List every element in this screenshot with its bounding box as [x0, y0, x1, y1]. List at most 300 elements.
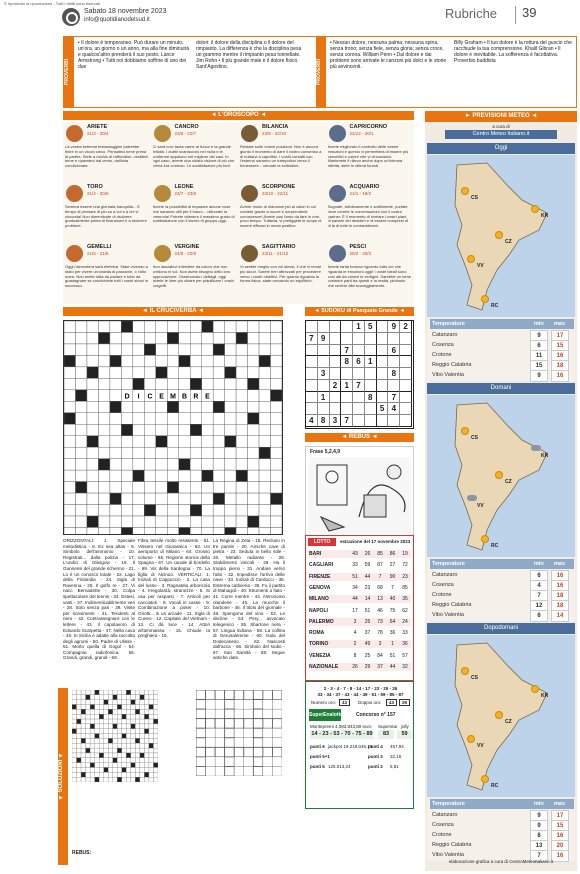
crossword-cell[interactable]: [248, 459, 259, 470]
crossword-cell[interactable]: [75, 436, 86, 447]
crossword-cell[interactable]: [259, 482, 270, 493]
crossword-cell[interactable]: [110, 482, 121, 493]
crossword-cell[interactable]: [121, 355, 132, 366]
crossword-cell[interactable]: [87, 355, 98, 366]
crossword-cell[interactable]: [98, 378, 109, 389]
crossword-cell[interactable]: [202, 367, 213, 378]
sudoku-cell[interactable]: [365, 415, 377, 427]
crossword-cell[interactable]: [236, 459, 247, 470]
crossword-cell[interactable]: [110, 459, 121, 470]
crossword-cell[interactable]: [64, 447, 75, 458]
crossword-cell[interactable]: [64, 527, 75, 535]
crossword-cell[interactable]: [248, 355, 259, 366]
sudoku-cell[interactable]: [400, 333, 412, 345]
sudoku-cell[interactable]: [330, 392, 342, 404]
sudoku-cell[interactable]: [318, 321, 330, 333]
crossword-cell[interactable]: [225, 424, 236, 435]
crossword-cell[interactable]: [87, 505, 98, 516]
crossword-cell[interactable]: [236, 401, 247, 412]
crossword-cell[interactable]: [156, 527, 167, 535]
sudoku-cell[interactable]: [306, 368, 318, 380]
crossword-cell[interactable]: [64, 378, 75, 389]
crossword-cell[interactable]: [179, 413, 190, 424]
crossword-cell[interactable]: [75, 424, 86, 435]
sudoku-cell[interactable]: [330, 321, 342, 333]
crossword-cell[interactable]: [156, 344, 167, 355]
crossword-cell[interactable]: [133, 321, 144, 332]
crossword-cell[interactable]: [110, 505, 121, 516]
crossword-cell[interactable]: [167, 355, 178, 366]
crossword-cell[interactable]: [110, 378, 121, 389]
crossword-cell[interactable]: [225, 493, 236, 504]
crossword-cell[interactable]: [144, 470, 155, 481]
crossword-cell[interactable]: [156, 459, 167, 470]
sudoku-cell[interactable]: [400, 368, 412, 380]
sudoku-cell[interactable]: [365, 333, 377, 345]
crossword-cell[interactable]: [236, 344, 247, 355]
crossword-cell[interactable]: [110, 436, 121, 447]
crossword-cell[interactable]: [271, 505, 282, 516]
sudoku-cell[interactable]: [341, 403, 353, 415]
crossword-cell[interactable]: [87, 344, 98, 355]
crossword-cell[interactable]: [98, 321, 109, 332]
crossword-cell[interactable]: [179, 367, 190, 378]
crossword-cell[interactable]: [98, 401, 109, 412]
crossword-cell[interactable]: [98, 493, 109, 504]
crossword-cell[interactable]: [236, 493, 247, 504]
crossword-cell[interactable]: [133, 516, 144, 527]
crossword-cell[interactable]: [213, 505, 224, 516]
crossword-cell[interactable]: [225, 332, 236, 343]
crossword-cell[interactable]: [190, 516, 201, 527]
sudoku-grid[interactable]: [305, 320, 414, 429]
crossword-cell[interactable]: [225, 470, 236, 481]
crossword-cell[interactable]: [202, 493, 213, 504]
crossword-cell[interactable]: [98, 516, 109, 527]
crossword-cell[interactable]: [271, 436, 282, 447]
crossword-cell[interactable]: [190, 447, 201, 458]
crossword-cell[interactable]: [259, 378, 270, 389]
sudoku-cell[interactable]: [353, 392, 365, 404]
crossword-cell[interactable]: [133, 447, 144, 458]
crossword-cell[interactable]: [202, 378, 213, 389]
crossword-cell[interactable]: [64, 493, 75, 504]
crossword-cell[interactable]: [156, 482, 167, 493]
crossword-cell[interactable]: [98, 527, 109, 535]
crossword-cell[interactable]: [259, 344, 270, 355]
crossword-cell[interactable]: [98, 355, 109, 366]
crossword-cell[interactable]: [225, 505, 236, 516]
crossword-cell[interactable]: [179, 401, 190, 412]
crossword-cell[interactable]: [133, 355, 144, 366]
crossword-cell[interactable]: [179, 332, 190, 343]
header-email[interactable]: info@quotidianodelsud.it: [84, 17, 150, 23]
crossword-cell[interactable]: [64, 436, 75, 447]
sudoku-cell[interactable]: [330, 403, 342, 415]
crossword-cell[interactable]: [167, 527, 178, 535]
crossword-cell[interactable]: [202, 505, 213, 516]
sudoku-cell[interactable]: [330, 356, 342, 368]
crossword-cell[interactable]: [271, 527, 282, 535]
sudoku-cell[interactable]: 4: [306, 415, 318, 427]
crossword-cell[interactable]: [75, 344, 86, 355]
crossword-cell[interactable]: [110, 332, 121, 343]
crossword-cell[interactable]: [202, 332, 213, 343]
crossword-cell[interactable]: [133, 459, 144, 470]
crossword-cell[interactable]: [271, 424, 282, 435]
crossword-cell[interactable]: [98, 436, 109, 447]
crossword-cell[interactable]: [225, 344, 236, 355]
sudoku-cell[interactable]: [400, 345, 412, 357]
sudoku-cell[interactable]: 8: [388, 368, 400, 380]
sudoku-cell[interactable]: [353, 345, 365, 357]
crossword-cell[interactable]: [144, 321, 155, 332]
crossword-cell[interactable]: [248, 321, 259, 332]
crossword-cell[interactable]: [225, 401, 236, 412]
crossword-cell[interactable]: [110, 321, 121, 332]
crossword-cell[interactable]: [271, 447, 282, 458]
crossword-cell[interactable]: [156, 447, 167, 458]
crossword-cell[interactable]: [236, 321, 247, 332]
crossword-cell[interactable]: [190, 482, 201, 493]
crossword-cell[interactable]: [75, 470, 86, 481]
crossword-cell[interactable]: [110, 367, 121, 378]
crossword-cell[interactable]: [248, 505, 259, 516]
crossword-cell[interactable]: [236, 505, 247, 516]
crossword-cell[interactable]: [167, 459, 178, 470]
crossword-cell[interactable]: [121, 401, 132, 412]
crossword-cell[interactable]: [110, 424, 121, 435]
crossword-cell[interactable]: [271, 401, 282, 412]
crossword-cell[interactable]: [167, 470, 178, 481]
sudoku-cell[interactable]: 5: [377, 403, 389, 415]
sudoku-cell[interactable]: [365, 368, 377, 380]
crossword-cell[interactable]: [167, 516, 178, 527]
crossword-cell[interactable]: [179, 447, 190, 458]
crossword-cell[interactable]: [213, 390, 224, 401]
sudoku-cell[interactable]: [306, 321, 318, 333]
crossword-cell[interactable]: [259, 367, 270, 378]
crossword-cell[interactable]: [87, 401, 98, 412]
sudoku-cell[interactable]: [377, 380, 389, 392]
sudoku-cell[interactable]: [365, 403, 377, 415]
crossword-cell[interactable]: [167, 436, 178, 447]
sudoku-cell[interactable]: [365, 345, 377, 357]
crossword-cell[interactable]: [259, 505, 270, 516]
crossword-cell[interactable]: [144, 493, 155, 504]
crossword-cell[interactable]: [64, 321, 75, 332]
sudoku-cell[interactable]: 7: [388, 392, 400, 404]
sudoku-cell[interactable]: 3: [330, 415, 342, 427]
crossword-cell[interactable]: [144, 459, 155, 470]
crossword-cell[interactable]: [179, 321, 190, 332]
crossword-cell[interactable]: [144, 482, 155, 493]
crossword-cell[interactable]: [121, 344, 132, 355]
sudoku-cell[interactable]: 9: [318, 333, 330, 345]
crossword-cell[interactable]: [133, 413, 144, 424]
crossword-cell[interactable]: [121, 493, 132, 504]
crossword-cell[interactable]: [75, 401, 86, 412]
crossword-cell[interactable]: [190, 493, 201, 504]
crossword-cell[interactable]: [248, 332, 259, 343]
crossword-cell[interactable]: [75, 527, 86, 535]
sudoku-cell[interactable]: [377, 356, 389, 368]
crossword-cell[interactable]: [213, 436, 224, 447]
sudoku-cell[interactable]: [341, 333, 353, 345]
crossword-cell[interactable]: [271, 321, 282, 332]
crossword-cell[interactable]: [144, 516, 155, 527]
crossword-cell[interactable]: [225, 321, 236, 332]
crossword-cell[interactable]: [179, 424, 190, 435]
sudoku-cell[interactable]: [400, 356, 412, 368]
crossword-cell[interactable]: [271, 344, 282, 355]
crossword-cell[interactable]: [121, 367, 132, 378]
crossword-cell[interactable]: [259, 470, 270, 481]
crossword-cell[interactable]: [236, 378, 247, 389]
crossword-cell[interactable]: [156, 332, 167, 343]
crossword-cell[interactable]: [64, 482, 75, 493]
crossword-cell[interactable]: [110, 413, 121, 424]
crossword-cell[interactable]: [75, 493, 86, 504]
crossword-cell[interactable]: [167, 505, 178, 516]
crossword-cell[interactable]: [75, 367, 86, 378]
crossword-cell[interactable]: [248, 344, 259, 355]
crossword-cell[interactable]: [156, 401, 167, 412]
sudoku-cell[interactable]: [377, 321, 389, 333]
crossword-cell[interactable]: [144, 424, 155, 435]
sudoku-cell[interactable]: [377, 368, 389, 380]
sudoku-cell[interactable]: 1: [353, 321, 365, 333]
crossword-cell[interactable]: [110, 390, 121, 401]
crossword-cell[interactable]: [259, 413, 270, 424]
crossword-cell[interactable]: [167, 447, 178, 458]
crossword-cell[interactable]: [167, 321, 178, 332]
crossword-cell[interactable]: [248, 482, 259, 493]
crossword-cell[interactable]: [75, 332, 86, 343]
crossword-cell[interactable]: [259, 424, 270, 435]
crossword-cell[interactable]: [236, 367, 247, 378]
crossword-cell[interactable]: [64, 459, 75, 470]
crossword-cell[interactable]: [236, 390, 247, 401]
crossword-cell[interactable]: [271, 332, 282, 343]
sudoku-cell[interactable]: 7: [306, 333, 318, 345]
crossword-cell[interactable]: [121, 436, 132, 447]
crossword-cell[interactable]: [179, 516, 190, 527]
crossword-cell[interactable]: [98, 424, 109, 435]
crossword-cell[interactable]: [98, 470, 109, 481]
crossword-cell[interactable]: [64, 470, 75, 481]
crossword-cell[interactable]: [75, 321, 86, 332]
crossword-cell[interactable]: [133, 424, 144, 435]
crossword-cell[interactable]: [213, 424, 224, 435]
sudoku-cell[interactable]: [365, 380, 377, 392]
sudoku-cell[interactable]: 5: [365, 321, 377, 333]
crossword-cell[interactable]: [144, 413, 155, 424]
crossword-cell[interactable]: [202, 482, 213, 493]
crossword-cell[interactable]: [271, 413, 282, 424]
crossword-cell[interactable]: [87, 459, 98, 470]
crossword-cell[interactable]: [87, 470, 98, 481]
crossword-cell[interactable]: [75, 413, 86, 424]
sudoku-cell[interactable]: [388, 380, 400, 392]
crossword-cell[interactable]: [144, 447, 155, 458]
crossword-cell[interactable]: [190, 527, 201, 535]
crossword-cell[interactable]: [271, 378, 282, 389]
sudoku-cell[interactable]: [330, 333, 342, 345]
crossword-cell[interactable]: [271, 459, 282, 470]
crossword-cell[interactable]: [64, 505, 75, 516]
sudoku-cell[interactable]: 7: [341, 345, 353, 357]
crossword-cell[interactable]: [179, 436, 190, 447]
crossword-cell[interactable]: [167, 344, 178, 355]
crossword-cell[interactable]: [121, 447, 132, 458]
crossword-cell[interactable]: [213, 482, 224, 493]
crossword-cell[interactable]: [248, 527, 259, 535]
crossword-cell[interactable]: [87, 321, 98, 332]
crossword-cell[interactable]: [75, 505, 86, 516]
crossword-cell[interactable]: [64, 367, 75, 378]
crossword-cell[interactable]: [75, 447, 86, 458]
sudoku-cell[interactable]: 7: [341, 415, 353, 427]
crossword-cell[interactable]: [98, 447, 109, 458]
crossword-cell[interactable]: [259, 516, 270, 527]
crossword-cell[interactable]: [271, 367, 282, 378]
crossword-cell[interactable]: [121, 505, 132, 516]
crossword-cell[interactable]: [87, 332, 98, 343]
crossword-cell[interactable]: [87, 482, 98, 493]
crossword-cell[interactable]: [248, 401, 259, 412]
crossword-cell[interactable]: [225, 447, 236, 458]
crossword-cell[interactable]: [110, 470, 121, 481]
crossword-cell[interactable]: [110, 447, 121, 458]
crossword-cell[interactable]: [144, 355, 155, 366]
crossword-cell[interactable]: [259, 321, 270, 332]
crossword-cell[interactable]: [110, 344, 121, 355]
crossword-cell[interactable]: [225, 459, 236, 470]
crossword-cell[interactable]: [98, 367, 109, 378]
crossword-cell[interactable]: [179, 378, 190, 389]
crossword-cell[interactable]: [213, 321, 224, 332]
crossword-cell[interactable]: [133, 493, 144, 504]
sudoku-cell[interactable]: [400, 380, 412, 392]
crossword-cell[interactable]: [133, 401, 144, 412]
crossword-cell[interactable]: [167, 424, 178, 435]
crossword-cell[interactable]: [202, 424, 213, 435]
sudoku-cell[interactable]: 8: [365, 392, 377, 404]
crossword-cell[interactable]: [225, 482, 236, 493]
crossword-cell[interactable]: [144, 332, 155, 343]
crossword-grid[interactable]: [63, 320, 283, 535]
crossword-cell[interactable]: [64, 390, 75, 401]
crossword-cell[interactable]: [179, 470, 190, 481]
crossword-cell[interactable]: [75, 516, 86, 527]
sudoku-cell[interactable]: 7: [353, 380, 365, 392]
crossword-cell[interactable]: [236, 482, 247, 493]
crossword-cell[interactable]: [121, 470, 132, 481]
sudoku-cell[interactable]: 1: [365, 356, 377, 368]
crossword-cell[interactable]: [225, 355, 236, 366]
crossword-cell[interactable]: [259, 390, 270, 401]
crossword-cell[interactable]: [87, 493, 98, 504]
sudoku-cell[interactable]: [400, 415, 412, 427]
crossword-cell[interactable]: [144, 367, 155, 378]
crossword-cell[interactable]: [144, 527, 155, 535]
sudoku-cell[interactable]: 6: [353, 356, 365, 368]
sudoku-cell[interactable]: [388, 415, 400, 427]
crossword-cell[interactable]: [64, 401, 75, 412]
crossword-cell[interactable]: [121, 482, 132, 493]
crossword-cell[interactable]: [213, 367, 224, 378]
crossword-cell[interactable]: [259, 493, 270, 504]
sudoku-cell[interactable]: 2: [400, 321, 412, 333]
crossword-cell[interactable]: [133, 344, 144, 355]
crossword-cell[interactable]: [190, 436, 201, 447]
sudoku-cell[interactable]: [353, 333, 365, 345]
crossword-cell[interactable]: [202, 447, 213, 458]
crossword-cell[interactable]: [202, 436, 213, 447]
crossword-cell[interactable]: [75, 459, 86, 470]
crossword-cell[interactable]: [248, 367, 259, 378]
sudoku-cell[interactable]: [353, 415, 365, 427]
sudoku-cell[interactable]: [377, 392, 389, 404]
crossword-cell[interactable]: [144, 378, 155, 389]
sudoku-cell[interactable]: [306, 392, 318, 404]
crossword-cell[interactable]: [190, 401, 201, 412]
crossword-cell[interactable]: [121, 459, 132, 470]
crossword-cell[interactable]: [167, 378, 178, 389]
crossword-cell[interactable]: [225, 516, 236, 527]
crossword-cell[interactable]: [87, 424, 98, 435]
sudoku-cell[interactable]: 9: [388, 321, 400, 333]
crossword-cell[interactable]: [98, 482, 109, 493]
crossword-cell[interactable]: [248, 447, 259, 458]
crossword-cell[interactable]: [133, 505, 144, 516]
crossword-cell[interactable]: [75, 355, 86, 366]
crossword-cell[interactable]: [225, 378, 236, 389]
sudoku-cell[interactable]: [400, 392, 412, 404]
sudoku-cell[interactable]: [318, 403, 330, 415]
sudoku-cell[interactable]: 8: [341, 356, 353, 368]
crossword-cell[interactable]: [144, 401, 155, 412]
crossword-cell[interactable]: [156, 470, 167, 481]
crossword-cell[interactable]: [213, 447, 224, 458]
crossword-cell[interactable]: [75, 378, 86, 389]
crossword-cell[interactable]: [156, 516, 167, 527]
crossword-cell[interactable]: [98, 413, 109, 424]
crossword-cell[interactable]: [213, 355, 224, 366]
crossword-cell[interactable]: [190, 332, 201, 343]
sudoku-cell[interactable]: 1: [341, 380, 353, 392]
crossword-cell[interactable]: [98, 390, 109, 401]
sudoku-cell[interactable]: [353, 368, 365, 380]
crossword-cell[interactable]: [179, 505, 190, 516]
crossword-cell[interactable]: [271, 470, 282, 481]
crossword-cell[interactable]: [167, 493, 178, 504]
crossword-cell[interactable]: [110, 516, 121, 527]
sudoku-cell[interactable]: 2: [330, 380, 342, 392]
sudoku-cell[interactable]: [330, 368, 342, 380]
crossword-cell[interactable]: [167, 367, 178, 378]
crossword-cell[interactable]: [179, 482, 190, 493]
crossword-cell[interactable]: [64, 344, 75, 355]
sudoku-cell[interactable]: 4: [388, 403, 400, 415]
crossword-cell[interactable]: [202, 401, 213, 412]
crossword-cell[interactable]: [190, 344, 201, 355]
sudoku-cell[interactable]: [306, 403, 318, 415]
sudoku-cell[interactable]: [330, 345, 342, 357]
sudoku-cell[interactable]: [341, 368, 353, 380]
crossword-cell[interactable]: [213, 459, 224, 470]
